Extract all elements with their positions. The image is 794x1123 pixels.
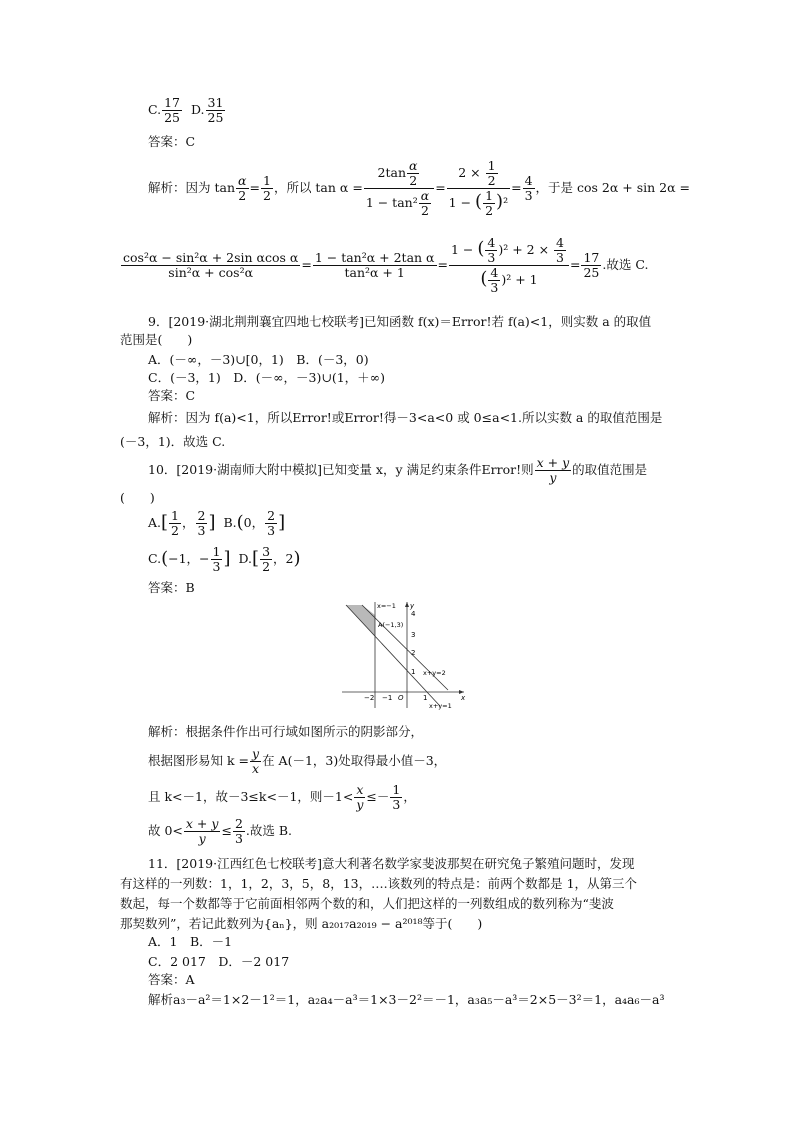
opt-a-label: A. [148,515,162,530]
q10-solution-line1: 解析：根据条件作出可行域如图所示的阴影部分， [148,724,424,739]
paren: ( [475,190,483,212]
frac-den: 2 [409,172,418,188]
text: −1，− [168,551,210,566]
opt-b-label: B. [223,515,237,530]
frac-den: y [356,796,364,812]
frac-num: 2 [267,507,276,523]
q9-solution-line1: 解析：因为 f(a)<1，所以Error!或Error!得－3<a<0 或 0≤a<1.所以实数 a 的取值范围是 [148,410,663,425]
frac-num: x [356,781,364,797]
q10-answer: 答案：B [148,580,195,595]
q11-options-ab: A．1 B．－1 [148,934,233,949]
inner-fraction [554,236,566,265]
q10-stem-line1 [148,452,647,488]
inner-fraction [488,266,500,295]
frac-den: 2 [171,522,179,538]
text: 在 A(－1，3)处取得最小值－3， [262,753,447,768]
label-origin: O [398,694,404,702]
q10-solution-line4 [148,814,292,848]
q9-stem-line1: 9．[2019·湖北荆荆襄宜四地七校联考]已知函数 f(x)＝Error!若 f(a)<1，则实数 a 的取值 [148,314,652,329]
text: ， [403,789,416,804]
inner-fraction [483,189,495,218]
feasible-region-graph [340,600,470,712]
text: ≤－ [366,789,390,804]
frac-num: y [252,745,260,761]
text: 故选 C. [606,257,649,272]
x-over-y-fraction [354,783,365,812]
frac-num [364,159,434,189]
frac-num: 17 [164,95,180,110]
numeric-fraction [447,159,510,218]
frac-den: 3 [524,187,533,203]
frac-den: 2 [420,202,429,218]
q11-stem-line4: 那契数列”，若记此数列为{aₙ}，则 a₂₀₁₇a₂₀₁₉ − a²⁰¹⁸等于( ) [120,916,483,931]
text: 2tan [377,164,407,180]
text: 且 k<－1，故－3≤k<－1，则－1< [148,789,354,804]
q10-options-cd [148,542,301,576]
frac-num: 4 [524,172,533,188]
label-point-A: A(−1,3) [378,621,404,629]
label-x-plus-y-eq-2: x+y=2 [423,669,446,677]
opt-d-label: D. [238,551,253,566]
q11-stem-line3: 数起，每一个数都等于它前面相邻两个数的和，人们把这样的一列数组成的数列称为“斐波 [120,896,614,911]
text: )² + 1 [501,271,538,287]
bracket: ] [278,512,286,533]
q10-solution-line3 [148,780,416,814]
frac-num: 4 [490,264,499,280]
result-4-3 [523,174,535,203]
frac-den: 3 [556,249,564,265]
text: 的取值范围是 [572,462,648,477]
paren: ) [293,548,301,569]
frac-den: 3 [392,796,401,812]
opt-c-label: C. [148,551,162,566]
text: 故 0< [148,823,183,838]
tick-y-1: 1 [411,668,416,676]
q11-options-cd: C．2 017 D．－2 017 [148,954,290,969]
frac-num: α [409,157,418,173]
text: 1 − [448,194,476,210]
frac-den: 2 [262,558,271,574]
frac-den: y [198,830,206,846]
paren: ( [480,267,488,289]
frac-den: y [549,469,557,485]
label-x-axis: x [461,694,466,702]
result-fraction [581,251,601,280]
frac-den: 3 [267,522,276,538]
frac-den: 3 [490,279,499,295]
label-y-axis: y [410,602,415,610]
frac-num: x + y [536,454,570,470]
bracket: [ [161,512,169,533]
q8-answer: 答案：C [148,134,196,149]
tick-y-4: 4 [411,610,416,618]
text: 2 × [458,164,485,180]
text: .故选 B. [245,823,292,838]
frac-den [364,189,434,218]
tick-y-2: 2 [411,649,416,657]
ratio-fraction [184,817,221,846]
text: ，于是 cos 2α + sin 2α = [535,180,690,195]
frac-num: 1 [212,543,221,559]
frac-den: tan²α + 1 [344,264,405,280]
text: 根据图形易知 k = [148,753,249,768]
frac [211,545,223,574]
text: ≤ [221,823,232,838]
q8-solution-line1: 解析： 因为 tan $\frac{\alpha}{2}$ = $\frac{1}{2}$ ，所以 tan α = 2tan $\frac{\alpha}{2}$ 1 − tan² $\frac{\alpha}{2}$ = 2 × $\frac{1}{2}$ 1 − ( $\frac{1}{2}$ )² = $\frac{4}{3}$ ，于是 cos 2α + sin 2α = [148,157,690,218]
frac-num [447,159,510,189]
frac [169,509,181,538]
inner-fraction [407,159,419,188]
frac-den: 2 [487,172,496,188]
y-arrow [405,602,409,607]
bracket: ] [223,548,231,569]
tick-x-1: 1 [423,694,428,702]
frac [265,509,277,538]
opt-d-fraction [206,96,226,125]
frac-num: 1 [171,507,179,523]
frac-num: 17 [583,249,600,265]
label-x-plus-y-eq-1: x+y=1 [429,702,452,710]
text: ，2 [273,551,294,566]
tan-fraction [313,251,437,280]
inner-fraction [419,189,431,218]
paren: ( [477,237,485,259]
trig-fraction [121,251,300,280]
frac-den: 2 [262,187,271,203]
tick-x-minus1: −1 [382,694,393,702]
frac-num: α [238,172,247,188]
frac-num: 1 − tan²α + 2tan α [314,249,435,265]
inner-fraction [486,159,498,188]
frac-num: α [420,187,430,203]
q8-solution-line2: $\frac{\text{cos²α − sin²α + 2sin αcos α}}{\text{sin²α + cos²α}}$ = $\frac{\text{1 − tan²α + 2tan α}}{\text{tan²α + 1}}$ = 1 − ( $\frac{4}{3}$ )² + 2 × $\frac{4}{3}$ ( $\frac{4}{3}$ )² + 1 = $\frac{17}{25}$ . 故选 C. [123,234,649,295]
paren: ( [161,548,169,569]
ratio-fraction [535,456,572,485]
opt-d-label: D. [190,102,205,117]
tick-y-3: 3 [411,631,416,639]
frac-num: 1 [487,157,496,173]
text: 0， [243,515,265,530]
frac-num: 4 [556,234,564,250]
one-third-fraction [390,783,402,812]
opt-c-fraction [162,96,182,125]
q10-options-ab: A. [ $\frac{1}{2}$ ， $\frac{2}{3}$ ] B. ( 0， $\frac{2}{3}$ ] [148,507,286,538]
bracket: ] [208,512,216,533]
frac-den: x [252,760,260,776]
paren: ( [236,512,244,533]
k-fraction [250,747,261,776]
q10-stem-line2: ( ) [120,490,155,505]
half-value-fraction [261,174,273,203]
inner-fraction [485,236,497,265]
frac-den: 2 [485,202,494,218]
q9-options-cd: C．(－3，1) D．(－∞，－3)∪(1，＋∞) [148,370,385,385]
paren: ) [496,190,504,212]
frac-den: 25 [164,110,180,125]
text: tan [214,180,236,195]
frac-den: 2 [238,187,247,203]
text: )² + 2 × [498,241,554,257]
frac-num: 1 − ( $\frac{4}{3}$ )² + 2 × $\frac{4}{3}$ [449,236,569,266]
solution-label: 解析： [148,180,186,195]
text: ，所以 tan α = [273,180,363,195]
q9-answer: 答案：C [148,388,196,403]
numeric-big-fraction [449,236,569,295]
frac-den: 25 [583,264,600,280]
frac-num: 1 [485,187,494,203]
frac-num: 3 [262,543,271,559]
frac-den: 25 [207,110,224,125]
frac-num: 2 [197,507,206,523]
q10-solution-line2 [148,744,446,778]
frac-den: 1 − ( $\frac{1}{2}$ )² [448,187,509,218]
frac-den: 3 [487,249,496,265]
frac-den: sin²α + cos²α [168,264,254,280]
frac-num: 31 [207,95,224,110]
frac-num: 1 [262,172,271,188]
text: 因为 [185,180,211,195]
frac [260,545,272,574]
frac-num: 1 [392,781,401,797]
text: 10．[2019·湖南师大附中模拟]已知变量 x，y 满足约束条件Error!则 [148,462,534,477]
q9-stem-line2: 范围是( ) [120,332,193,347]
two-thirds-fraction [233,817,245,846]
frac-den [449,266,569,295]
frac-num: 4 [487,234,496,250]
frac-den: 3 [212,558,221,574]
frac [196,509,208,538]
double-angle-fraction [364,159,434,218]
q8-options-cd [148,96,226,125]
q11-stem-line2: 有这样的一列数：1，1，2，3，5，8，13，….该数列的特点是：前两个数都是 1，从第三个 [120,876,638,891]
frac-num: 2 [234,815,243,831]
frac-den: 3 [197,522,206,538]
q11-solution-line1: 解析a₃－a²＝1×2－1²＝1，a₂a₄－a³＝1×3－2²＝－1，a₃a₅－a³＝2×5－3²＝1，a₄a₆－a³ [148,992,665,1007]
label-x-eq-minus1: x=−1 [377,602,396,610]
frac-num: x + y [185,815,219,831]
bracket: [ [252,548,260,569]
frac-den: 3 [234,830,243,846]
opt-c-label: C. [148,102,162,117]
tick-x-minus2: −2 [364,694,375,702]
q9-solution-line2: (－3，1)．故选 C. [120,434,226,449]
q9-options-ab: A．(－∞，－3)∪[0，1) B．(－3，0) [148,352,369,367]
frac-num: cos²α − sin²α + 2sin αcos α [123,249,299,265]
q11-stem-line1: 11．[2019·江西红色七校联考]意大利著名数学家斐波那契在研究兔子繁殖问题时，发现 [148,856,635,871]
q11-answer: 答案：A [148,972,195,987]
text: 1 − tan² [365,194,418,210]
half-angle-fraction [236,174,248,203]
